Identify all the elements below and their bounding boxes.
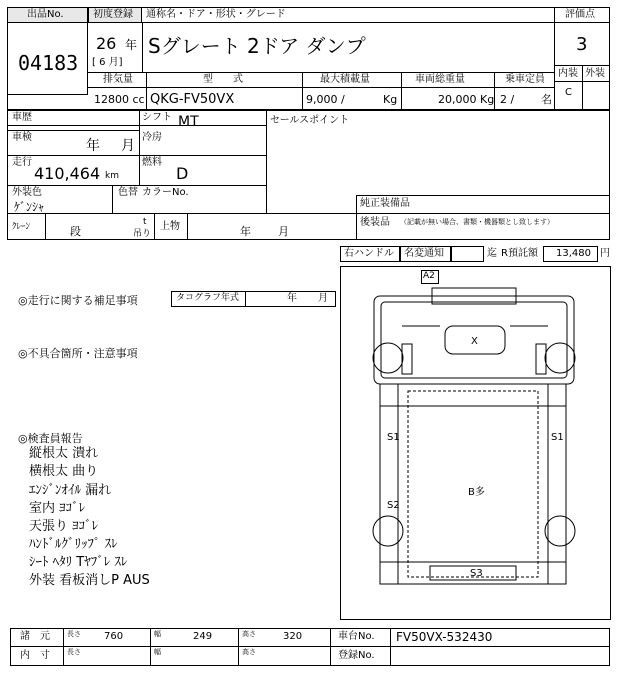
width-value: 249	[193, 631, 213, 642]
score-line	[554, 22, 610, 23]
int-ext-divider	[582, 65, 583, 110]
model-value: QKG-FV50VX	[150, 92, 235, 107]
tacho-month: 月	[318, 293, 328, 304]
report-line: 室内 ﾖｺﾞﾚ	[29, 501, 86, 516]
detail-hline-3	[7, 155, 266, 156]
report-line: 天張り ﾖｺﾞﾚ	[29, 519, 99, 534]
interior-grade: C	[565, 87, 572, 98]
defects-label: ◎不具合箇所・注意事項	[18, 347, 138, 360]
tacho-label: タコグラフ年式	[176, 293, 240, 303]
spec-div-1	[146, 72, 147, 110]
month-label: [ 6 月]	[92, 57, 123, 68]
score: 3	[576, 34, 588, 55]
r-deposit-value: 13,480	[556, 248, 591, 259]
score-line-3	[554, 81, 610, 82]
aftermarket-label: 後装品	[360, 217, 390, 228]
shift-label: シフト	[142, 112, 172, 123]
ac-label: 冷房	[142, 132, 162, 143]
hang-label: 吊り	[133, 229, 152, 239]
footer-v1	[63, 628, 64, 666]
mark-s1-left: S1	[387, 432, 400, 443]
history-label: 車歴	[12, 112, 32, 123]
fuel-label: 燃料	[142, 157, 162, 168]
year-unit: 年	[125, 38, 138, 52]
first-reg-divider	[142, 22, 143, 72]
spec-div-2	[302, 72, 303, 110]
footer-v4	[330, 628, 331, 666]
crane-label: ｸﾚｰﾝ	[12, 222, 31, 232]
detail-vline-2	[266, 110, 267, 214]
footer-v5	[390, 628, 391, 666]
driving-notes-label: ◎走行に関する補足事項	[18, 294, 138, 307]
report-line: ﾊﾝﾄﾞﾙｸﾞﾘｯﾌﾟ ｽﾚ	[29, 537, 118, 552]
inspector-label: ◎検査員報告	[18, 432, 83, 445]
aftermarket-note: （記載が無い場合、書類・機器類とし致します）	[400, 218, 554, 226]
r-deposit-label: R預託額	[501, 248, 538, 259]
mark-x: X	[471, 336, 478, 347]
color-no-label: 色替	[118, 187, 138, 198]
shift-value: MT	[178, 114, 199, 130]
upper-month: 月	[278, 225, 289, 238]
name-label: 通称名・ドア・形状・グレード	[146, 9, 286, 20]
cap-unit: 名	[541, 93, 552, 106]
report-line: 横根太 曲り	[29, 464, 99, 479]
inspection-month-unit: 月	[121, 138, 135, 154]
mileage-value: 410,464	[34, 164, 101, 183]
fuel-value: D	[176, 164, 189, 183]
disp-label: 排気量	[103, 74, 133, 85]
detail-vline-1	[139, 110, 140, 185]
upper-label: 上物	[160, 221, 180, 232]
width-label: 幅	[154, 630, 161, 638]
report-line: ｴﾝｼﾞﾝｵｲﾙ 漏れ	[29, 483, 112, 498]
genuine-label: 純正装備品	[360, 198, 410, 209]
dims-label: 諸 元	[20, 631, 50, 642]
gross-value: 20,000 Kg	[438, 93, 495, 106]
tacho-year: 年	[287, 293, 297, 304]
footer-v3	[238, 628, 239, 666]
reg-label: 登録No.	[338, 650, 375, 661]
inspection-year-unit: 年	[86, 138, 100, 154]
color-code-label: カラーNo.	[142, 187, 189, 198]
model-label: 型 式	[203, 74, 243, 85]
spec-div-3	[401, 72, 402, 110]
detail-hline-1	[7, 125, 266, 126]
lot-label: 出品No.	[27, 9, 64, 20]
truck-diagram	[340, 266, 611, 620]
lot-no: 04183	[18, 51, 79, 75]
score-label: 評価点	[565, 9, 595, 20]
model-name: Sグレート 2ドア ダンプ	[148, 34, 366, 58]
mark-s1-right: S1	[551, 432, 564, 443]
report-line: 外装 看板消しP AUS	[29, 573, 150, 588]
disp-value: 12800 cc	[94, 93, 145, 106]
interior-label: 内装	[558, 68, 578, 79]
crane-div-3	[187, 214, 188, 240]
r-deposit-unit: 円	[600, 248, 610, 259]
upper-year: 年	[240, 225, 251, 238]
detail-hline-2	[7, 130, 139, 131]
exterior-color-value: ｹﾞﾝｼｬ	[14, 200, 45, 214]
genuine-box	[356, 195, 610, 196]
inner-length-label: 長さ	[67, 648, 81, 656]
detail-hline-4	[7, 185, 266, 186]
gross-label: 車両総重量	[415, 74, 465, 85]
inspection-label: 車検	[12, 132, 32, 143]
stage-label: 段	[70, 225, 81, 238]
height-value: 320	[283, 631, 303, 642]
mark-s2: S2	[387, 500, 400, 511]
cap-value: 2 /	[500, 93, 515, 106]
inner-height-label: 高さ	[242, 648, 256, 656]
footer-table	[10, 628, 610, 666]
header-line	[88, 22, 554, 23]
chassis-value: FV50VX-532430	[396, 630, 493, 644]
inner-label: 内 寸	[20, 650, 50, 661]
first-reg-label: 初度登録	[93, 9, 133, 20]
mileage-label: 走行	[12, 157, 32, 168]
crane-div	[45, 214, 46, 240]
ton-label: t	[143, 217, 147, 227]
mark-b: B多	[468, 487, 485, 498]
height-label: 高さ	[242, 630, 256, 638]
mileage-unit: km	[105, 171, 119, 181]
mark-s3: S3	[470, 568, 483, 579]
tacho-div	[245, 291, 246, 307]
right-hand: 右ハンドル	[344, 248, 394, 259]
aftermarket-divider	[356, 214, 357, 240]
maxload-label: 最大積載量	[320, 74, 370, 85]
inner-width-label: 幅	[154, 648, 161, 656]
genuine-divider	[356, 195, 357, 214]
cap-label: 乗車定員	[505, 74, 545, 85]
detail-vline-3	[112, 185, 113, 214]
report-line: ｼｰﾄ ﾍﾀﾘ Tﾔﾌﾞﾚ ｽﾚ	[29, 555, 128, 570]
maxload-unit: Kg	[383, 93, 398, 106]
name-change-input	[451, 246, 484, 262]
report-line: 縦根太 潰れ	[29, 446, 99, 461]
chassis-label: 車台No.	[338, 631, 375, 642]
name-change-unit: 迄	[487, 248, 497, 259]
length-value: 760	[104, 631, 124, 642]
selling-points-label: セールスポイント	[270, 115, 350, 126]
exterior-label: 外装	[585, 68, 605, 79]
length-label: 長さ	[67, 630, 81, 638]
crane-div-2	[154, 214, 155, 240]
footer-v2	[150, 628, 151, 666]
exterior-color-label: 外装色	[12, 187, 42, 198]
footer-hline	[10, 646, 610, 647]
name-change-label: 名変通知	[404, 248, 444, 259]
year-num: 26	[96, 34, 117, 53]
tag-a2: A2	[423, 271, 435, 281]
maxload-value: 9,000 /	[306, 93, 345, 106]
